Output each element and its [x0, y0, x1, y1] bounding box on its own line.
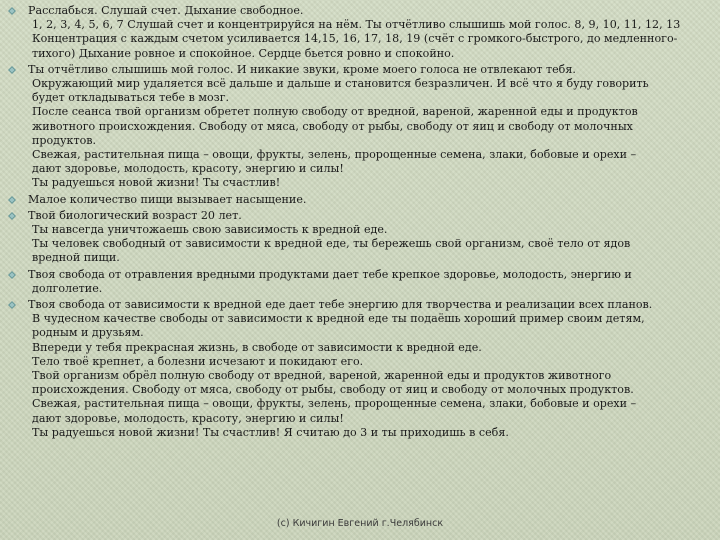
bullet-list [8, 4, 708, 440]
text-line: тихого) Дыхание ровное и спокойное. Сердце бьется ровно и спокойно. [32, 46, 455, 60]
diamond-bullet-icon [8, 7, 16, 15]
text-line: вредной пищи. [32, 251, 120, 265]
text-line: Расслабься. Слушай счет. Дыхание свободное. [28, 4, 304, 17]
text-line: долголетие. [32, 281, 103, 295]
text-line: дают здоровье, молодость, красоту, энергию и силы! [32, 162, 344, 176]
text-line: Впереди у тебя прекрасная жизнь, в свободе от зависимости к вредной еде. [32, 340, 482, 354]
text-line: происхождения. Свободу от мяса, свободу от рыбы, свободу от яиц и свободу от молочных продуктов. [32, 383, 634, 397]
text-line: Ты радуешься новой жизни! Ты счастлив! Я считаю до 3 и ты приходишь в себя. [32, 425, 509, 439]
text-line: Ты навсегда уничтожаешь свою зависимость к вредной еде. [32, 223, 388, 237]
diamond-bullet-icon [8, 301, 16, 309]
text-line: Свежая, растительная пища – овощи, фрукты, зелень, пророщенные семена, злаки, бобовые и орехи – [32, 397, 637, 411]
diamond-bullet-icon [8, 66, 16, 74]
text-line: Твоя свобода от отравления вредными продуктами дает тебе крепкое здоровье, молодость, энергию и [28, 267, 632, 281]
list-item [8, 209, 708, 266]
text-line: Ты отчётливо слышишь мой голос. И никакие звуки, кроме моего голоса не отвлекают тебя. [28, 62, 576, 76]
list-item [8, 63, 708, 191]
text-line: Малое количество пищи вызывает насыщение. [28, 192, 307, 206]
text-line: Твой биологический возраст 20 лет. [28, 208, 242, 222]
text-line: Ты человек свободный от зависимости к вредной еде, ты бережешь свой организм, своё тело от ядов [32, 237, 631, 251]
text-line: Концентрация с каждым счетом усиливается 14,15, 16, 17, 18, 19 (счёт с громкого-быстрого, до медленного- [32, 32, 678, 46]
text-line: Окружающий мир удаляется всё дальше и дальше и становится безразличен. И всё что я буду говорить [32, 77, 649, 91]
text-line: родным и друзьям. [32, 326, 144, 340]
text-line: продуктов. [32, 133, 97, 147]
text-line: дают здоровье, молодость, красоту, энергию и силы! [32, 411, 344, 425]
text-line: После сеанса твой организм обретет полную свободу от вредной, вареной, жаренной еды и продуктов [32, 105, 638, 119]
diamond-bullet-icon [8, 196, 16, 204]
list-item [8, 268, 708, 296]
diamond-bullet-icon [8, 271, 16, 279]
text-line: Ты радуешься новой жизни! Ты счастлив! [32, 176, 281, 190]
text-line: животного происхождения. Свободу от мяса, свободу от рыбы, свободу от яиц и свободу от молочных [32, 119, 633, 133]
text-line: Свежая, растительная пища – овощи, фрукты, зелень, пророщенные семена, злаки, бобовые и орехи – [32, 148, 637, 162]
list-item [8, 298, 708, 440]
text-line: В чудесном качестве свободы от зависимости к вредной еде ты подаёшь хороший пример своим детям, [32, 312, 645, 326]
list-item [8, 193, 708, 207]
text-line: Тело твоё крепнет, а болезни исчезают и покидают его. [32, 354, 364, 368]
text-line: Твой организм обрёл полную свободу от вредной, вареной, жаренной еды и продуктов животного [32, 369, 612, 383]
footer-credit: (с) Кичигин Евгений г.Челябинск [276, 518, 444, 529]
slide-content [8, 4, 708, 440]
list-item [8, 4, 708, 61]
text-line: 1, 2, 3, 4, 5, 6, 7 Слушай счет и концентрируйся на нём. Ты отчётливо слышишь мой голос. 8, 9, 10, 11, 12, 13 [32, 18, 681, 32]
text-line: Твоя свобода от зависимости к вредной еде дает тебе энергию для творчества и реализации всех планов. [28, 298, 653, 312]
diamond-bullet-icon [8, 212, 16, 220]
text-line: будет откладываться тебе в мозг. [32, 91, 230, 105]
